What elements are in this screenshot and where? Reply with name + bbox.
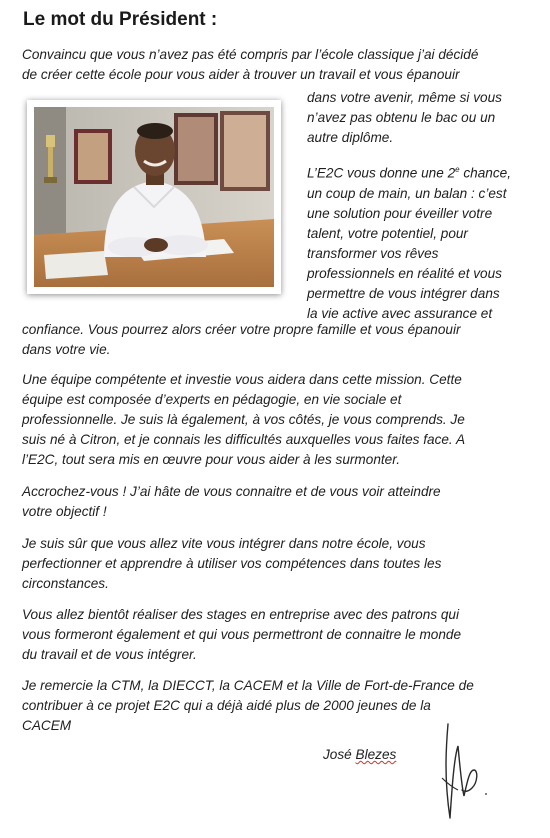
intro-line-1: Convaincu que vous n’avez pas été compris par l’école classique j’ai décidé — [22, 47, 479, 62]
chance-line-4: talent, votre potentiel, pour — [307, 225, 468, 241]
internship-line-3: du travail et de vous intégrer. — [22, 647, 197, 662]
internship-line-1: Vous allez bientôt réaliser des stages en entreprise avec des patrons qui — [22, 607, 460, 622]
team-line-2: équipe est composée d’experts en pédagogie, en vie sociale et — [22, 392, 402, 407]
signatory-name — [323, 745, 396, 765]
chance-paragraph-end — [22, 320, 538, 360]
chance-line-9: confiance. Vous pourrez alors créer votre propre famille et vous épanouir — [22, 322, 461, 337]
sure-line-3: circonstances. — [22, 576, 109, 591]
team-line-4: suis né à Citron, et je connais les difficultés auxquelles vous faites face. A — [22, 432, 466, 447]
chance-line-1-text: L’E2C vous donne une 2 — [307, 165, 456, 181]
integration-paragraph — [22, 534, 538, 594]
intro-line-3: dans votre avenir, même si vous — [307, 90, 502, 105]
chance-paragraph — [307, 160, 537, 324]
team-paragraph — [22, 370, 538, 470]
intro-line-2: de créer cette école pour vous aider à trouver un travail et vous épanouir — [22, 67, 460, 82]
page-title: Le mot du Président : — [23, 9, 218, 30]
thanks-line-3: CACEM — [22, 718, 72, 733]
handwritten-signature — [428, 718, 498, 828]
president-photo — [27, 100, 281, 294]
chance-line-6: professionnels en réalité et vous — [307, 265, 502, 281]
chance-line-1-end: chance, — [459, 165, 511, 181]
thanks-line-1: Je remercie la CTM, la DIECCT, la CACEM et la Ville de Fort-de-France de — [22, 678, 474, 693]
internship-paragraph — [22, 605, 538, 665]
chance-line-2: un coup de main, un balan : c’est — [307, 185, 507, 201]
chance-line-5: transformer vos rêves — [307, 245, 439, 261]
sure-line-2: perfectionner et apprendre à utiliser vos compétences dans toutes les — [22, 556, 442, 571]
intro-line-5: autre diplôme. — [307, 130, 394, 145]
team-line-1: Une équipe compétente et investie vous aidera dans cette mission. Cette — [22, 372, 462, 387]
intro-paragraph-top — [22, 45, 538, 85]
thanks-line-2: contribuer à ce projet E2C qui a déjà aidé plus de 2000 jeunes de la — [22, 698, 431, 713]
chance-line-10: dans votre vie. — [22, 342, 111, 357]
signatory-first-name: José — [323, 747, 352, 762]
hold-line-2: votre objectif ! — [22, 504, 107, 519]
internship-line-2: vous formeront également et qui vous permettront de connaitre le monde — [22, 627, 462, 642]
team-line-3: professionnelle. Je suis là également, à vos côtés, je vous comprends. Je — [22, 412, 465, 427]
chance-line-8: la vie active avec assurance et — [307, 305, 493, 321]
chance-line-1 — [307, 160, 537, 184]
president-photo-image — [34, 107, 274, 287]
sure-line-1: Je suis sûr que vous allez vite vous intégrer dans notre école, vous — [22, 536, 426, 551]
chance-superscript: e — [455, 165, 460, 174]
intro-paragraph-continued — [307, 88, 537, 148]
intro-line-4: n’avez pas obtenu le bac ou un — [307, 110, 496, 125]
chance-line-3: une solution pour éveiller votre — [307, 205, 493, 221]
team-line-5: l’E2C, tout sera mis en œuvre pour vous aider à les surmonter. — [22, 452, 401, 467]
signatory-last-name: Blezes — [355, 747, 397, 762]
chance-line-7: permettre de vous intégrer dans — [307, 285, 500, 301]
hold-line-1: Accrochez-vous ! J’ai hâte de vous connaitre et de vous voir atteindre — [22, 484, 441, 499]
hold-on-paragraph — [22, 482, 538, 522]
